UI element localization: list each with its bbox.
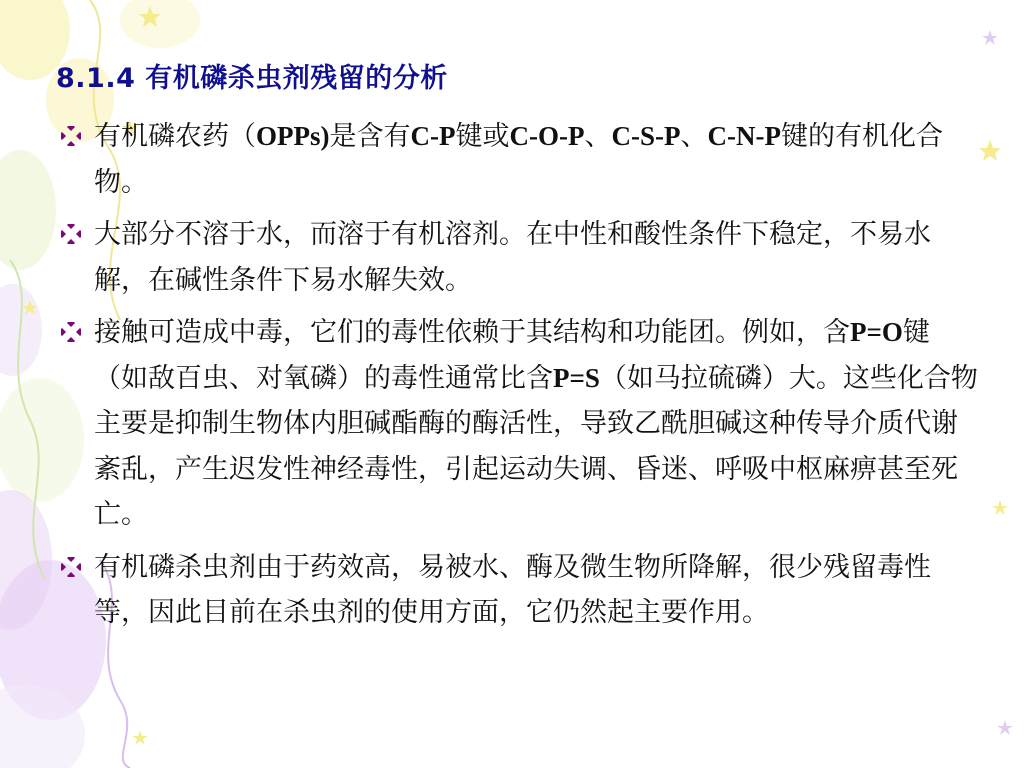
bold-term: P=S: [553, 362, 600, 393]
bullet-paragraph: [58, 545, 978, 636]
text-run: 有机磷农药（: [94, 121, 256, 152]
bold-term: P=O: [850, 317, 903, 347]
bold-term: C-N-P: [707, 121, 781, 151]
four-diamond-bullet-icon: [61, 224, 81, 244]
text-run: 接触可造成中毒，它们的毒性依赖于其结构和功能团。例如，含: [94, 317, 850, 348]
bold-term: C-O-P: [509, 121, 585, 151]
bold-term: C-P: [410, 121, 456, 151]
four-diamond-bullet-icon: [61, 557, 81, 577]
bullet-paragraph: [58, 310, 978, 538]
text-run: 键（如敌百虫、对氧磷）的毒性通常比含: [94, 317, 930, 394]
bullet-paragraph: [58, 114, 978, 205]
four-diamond-bullet-icon: [61, 322, 81, 342]
bullet-paragraph: [58, 212, 978, 303]
text-run: 有机磷杀虫剂由于药效高，易被水、酶及微生物所降解，很少残留毒性等，因此目前在杀虫剂的使用方面，它仍然起主要作用。: [94, 551, 931, 628]
text-run: 键的有机化合物。: [94, 121, 943, 198]
bold-term: OPPs): [256, 121, 330, 151]
four-diamond-bullet-icon: [61, 126, 81, 146]
text-run: 、: [584, 121, 612, 152]
bullet-list: [58, 114, 978, 643]
text-run: 大部分不溶于水，而溶于有机溶剂。在中性和酸性条件下稳定，不易水解，在碱性条件下易水解失效。: [94, 219, 931, 296]
slide-title: 8.1.4 有机磷杀虫剂残留的分析: [56, 63, 448, 94]
text-run: （如马拉硫磷）大。这些化合物主要是抑制生物体内胆碱酯酶的酶活性，导致乙酰胆碱这种传导介质代谢紊乱，产生迟发性神经毒性，引起运动失调、昏迷、呼吸中枢麻痹甚至死亡。: [94, 362, 978, 530]
text-run: 、: [680, 121, 708, 152]
text-run: 键或: [455, 121, 510, 152]
text-run: 是含有: [329, 121, 411, 152]
bold-term: C-S-P: [611, 121, 681, 151]
